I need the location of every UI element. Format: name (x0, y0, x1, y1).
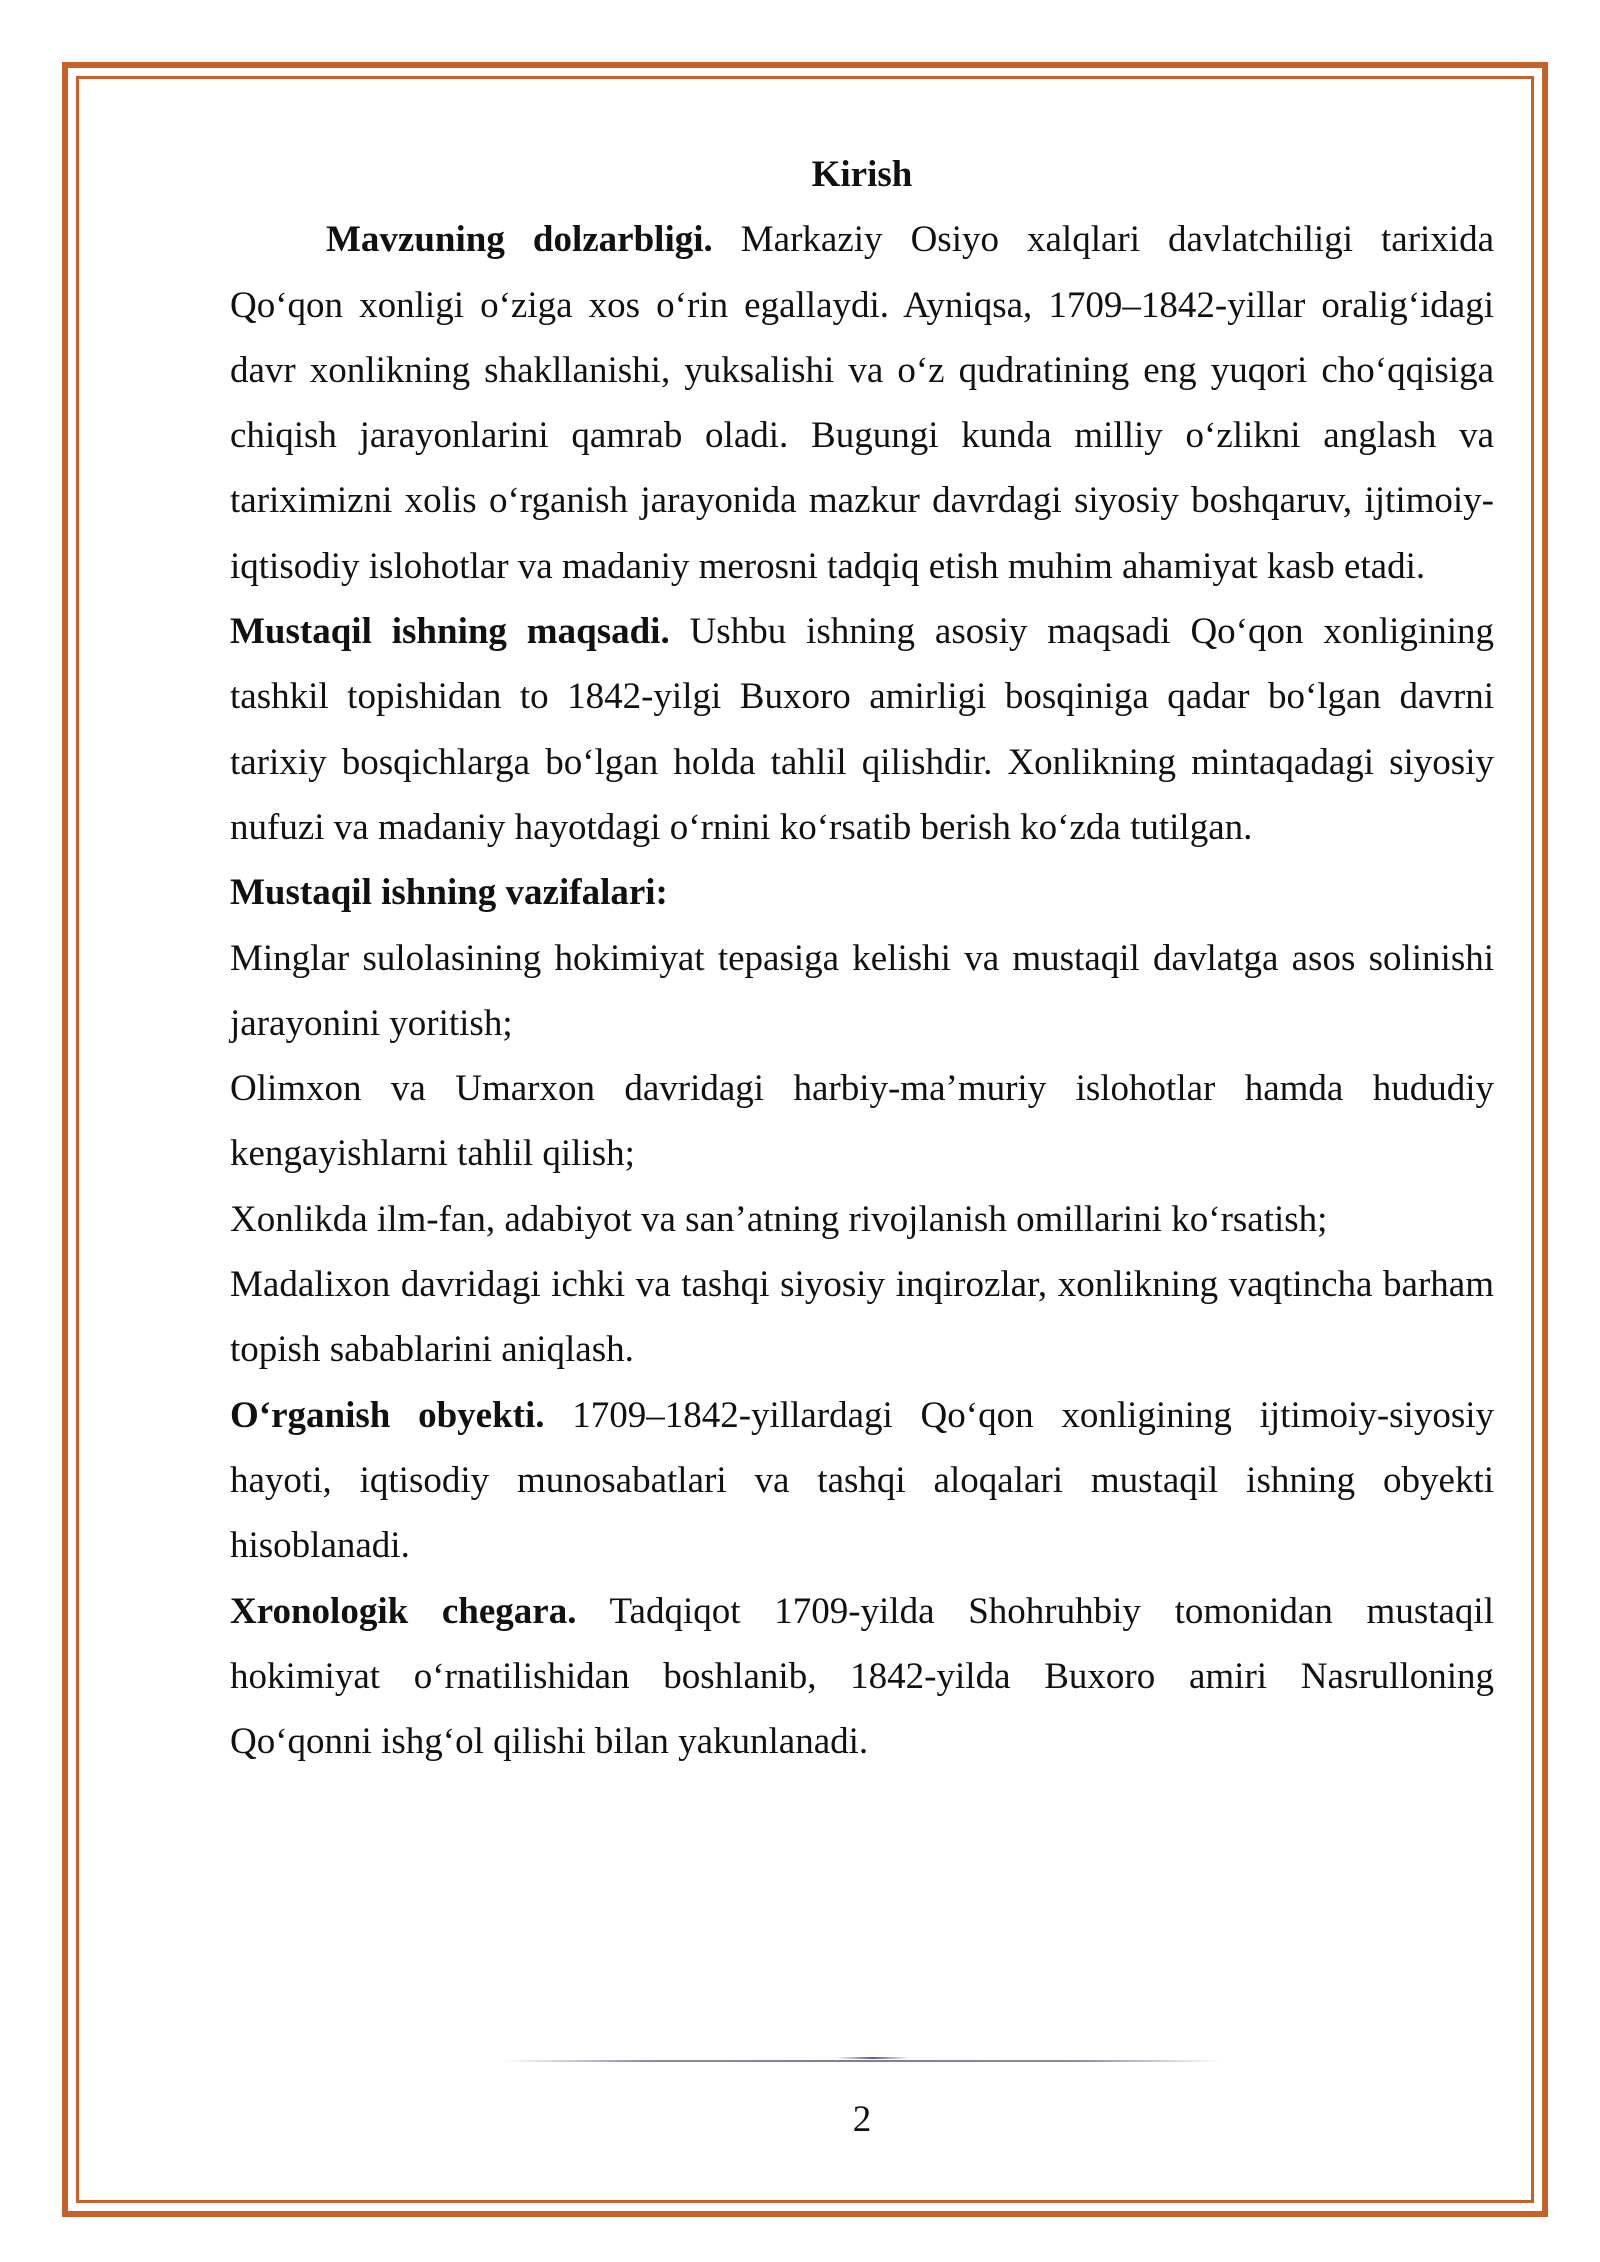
relevance-heading: Mavzuning dolzarbligi. (326, 219, 713, 261)
paragraph-line: hokimiyat o‘rnatilishidan boshlanib, 1842-yilda Buxoro amiri Nasrulloning (230, 1655, 1494, 1697)
paragraph-line: chiqish jarayonlarini qamrab oladi. Bugungi kunda milliy o‘zlikni anglash va (230, 415, 1494, 457)
task-item-line: Olimxon va Umarxon davridagi harbiy-ma’muriy islohotlar hamda hududiy (230, 1068, 1494, 1110)
task-item-line: Minglar sulolasining hokimiyat tepasiga kelishi va mustaqil davlatga asos solinishi (230, 937, 1494, 979)
page-number: 2 (852, 2099, 872, 2140)
paragraph-line: nufuzi va madaniy hayotdagi o‘rnini ko‘rsatib berish ko‘zda tutilgan. (230, 806, 1253, 848)
paragraph-line: Qo‘qonni ishg‘ol qilishi bilan yakunlanadi. (230, 1721, 869, 1763)
task-item-line: jarayonini yoritish; (230, 1002, 513, 1044)
footer-rule (502, 2060, 1222, 2062)
footer-rule-accent (836, 2057, 910, 2059)
paragraph-line (230, 1579, 1494, 1644)
line-text: Tadqiqot 1709-yilda Shohruhbiy tomonidan mustaqil (609, 1590, 1494, 1632)
task-item-line: Madalixon davridagi ichki va tashqi siyosiy inqirozlar, xonlikning vaqtincha barham (230, 1264, 1494, 1306)
line-text: Markaziy Osiyo xalqlari davlatchiligi tarixida (740, 219, 1494, 261)
line-text: Ushbu ishning asosiy maqsadi Qo‘qon xonligining (689, 611, 1494, 653)
section-title: Kirish (811, 154, 913, 195)
paragraph-line: Qo‘qon xonligi o‘ziga xos o‘rin egallaydi. Ayniqsa, 1709–1842-yillar oralig‘idagi (230, 284, 1494, 326)
paragraph-line: davr xonlikning shakllanishi, yuksalishi va o‘z qudratining eng yuqori cho‘qqisiga (230, 349, 1494, 391)
page-body (230, 142, 1494, 1774)
line-text: 1709–1842-yillardagi Qo‘qon xonligining ijtimoiy-siyosiy (572, 1394, 1495, 1436)
paragraph-line: tariximizni xolis o‘rganish jarayonida mazkur davrdagi siyosiy boshqaruv, ijtimoiy- (230, 480, 1494, 522)
chronology-heading: Xronologik chegara. (230, 1590, 577, 1632)
paragraph-line: tashkil topishidan to 1842-yilgi Buxoro amirligi bosqiniga qadar bo‘lgan davrni (230, 676, 1494, 718)
tasks-heading: Mustaqil ishning vazifalari: (230, 872, 668, 914)
task-item-line: kengayishlarni tahlil qilish; (230, 1133, 635, 1175)
paragraph-line (230, 1383, 1494, 1448)
object-heading: O‘rganish obyekti. (230, 1394, 545, 1436)
aim-heading: Mustaqil ishning maqsadi. (230, 611, 670, 653)
paragraph-line: tarixiy bosqichlarga bo‘lgan holda tahlil qilishdir. Xonlikning mintaqadagi siyosiy (230, 741, 1494, 783)
paragraph-line: iqtisodiy islohotlar va madaniy merosni tadqiq etish muhim ahamiyat kasb etadi. (230, 545, 1426, 587)
paragraph-line: hayoti, iqtisodiy munosabatlari va tashqi aloqalari mustaqil ishning obyekti (230, 1459, 1494, 1501)
paragraph-line: hisoblanadi. (230, 1525, 410, 1567)
paragraph-line (230, 599, 1494, 664)
task-item-line: topish sabablarini aniqlash. (230, 1329, 634, 1371)
task-item-line: Xonlikda ilm-fan, adabiyot va san’atning rivojlanish omillarini ko‘rsatish; (230, 1198, 1328, 1240)
paragraph-line (230, 207, 1494, 272)
